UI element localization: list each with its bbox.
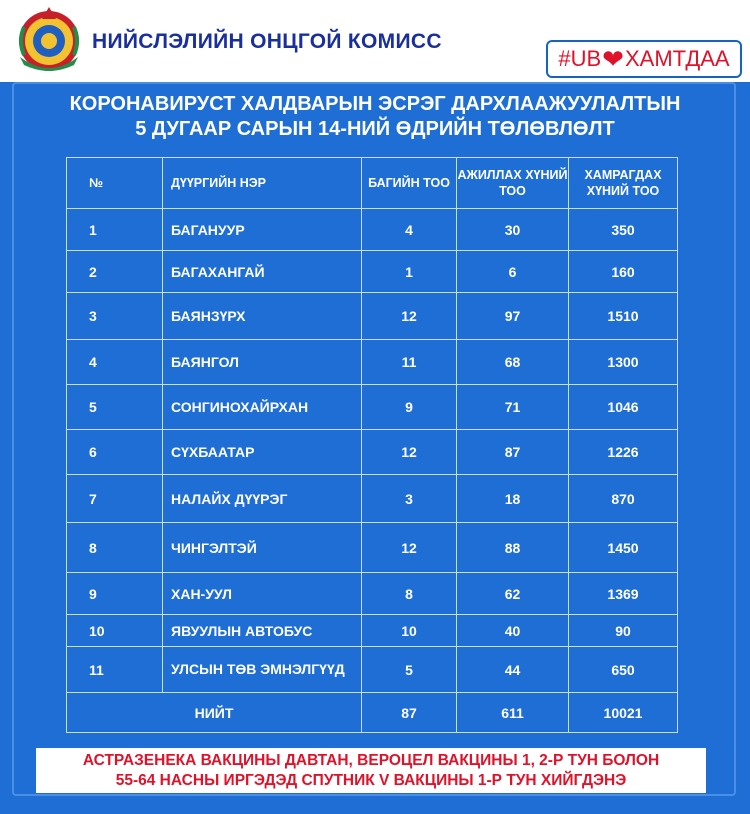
row-workers: 40 (457, 615, 569, 647)
row-teams: 1 (362, 251, 457, 293)
row-number: 7 (67, 475, 163, 523)
table-row (67, 523, 678, 573)
row-workers: 30 (457, 209, 569, 251)
badge-suffix: ХАМТДАА (624, 46, 730, 71)
row-district: СОНГИНОХАЙРХАН (163, 385, 362, 430)
table-row (67, 340, 678, 385)
note-line-1: АСТРАЗЕНЕКА ВАКЦИНЫ ДАВТАН, ВЕРОЦЕЛ ВАКЦИНЫ 1, 2-Р ТУН БОЛОН (82, 751, 660, 769)
row-teams: 4 (362, 209, 457, 251)
vaccine-note (36, 748, 706, 793)
row-number: 3 (67, 293, 163, 340)
row-covered: 1450 (569, 523, 678, 573)
heart-icon: ❤ (602, 44, 624, 74)
table-row (67, 573, 678, 615)
row-workers: 87 (457, 430, 569, 475)
total-workers: 611 (457, 693, 569, 733)
row-number: 10 (67, 615, 163, 647)
table-row (67, 647, 678, 693)
row-number: 2 (67, 251, 163, 293)
row-covered: 1300 (569, 340, 678, 385)
header (0, 0, 750, 80)
badge-prefix: #UB (558, 46, 602, 71)
row-number: 4 (67, 340, 163, 385)
row-teams: 10 (362, 615, 457, 647)
row-number: 8 (67, 523, 163, 573)
row-teams: 12 (362, 523, 457, 573)
row-teams: 8 (362, 573, 457, 615)
row-covered: 160 (569, 251, 678, 293)
table-row (67, 385, 678, 430)
row-teams: 11 (362, 340, 457, 385)
table-header-row (67, 158, 678, 209)
row-covered: 1046 (569, 385, 678, 430)
table-row (67, 209, 678, 251)
row-district: НАЛАЙХ ДҮҮРЭГ (163, 475, 362, 523)
total-covered: 10021 (569, 693, 678, 733)
row-teams: 3 (362, 475, 457, 523)
table-total-row (67, 693, 678, 733)
header-district: ДҮҮРГИЙН НЭР (163, 158, 362, 209)
page-title (0, 92, 750, 142)
state-emblem-icon (14, 5, 84, 75)
row-workers: 44 (457, 647, 569, 693)
row-number: 5 (67, 385, 163, 430)
row-district: ХАН-УУЛ (163, 573, 362, 615)
row-covered: 1369 (569, 573, 678, 615)
title-line-2: 5 ДУГААР САРЫН 14-НИЙ ӨДРИЙН ТӨЛӨВЛӨЛТ (135, 118, 615, 140)
row-covered: 870 (569, 475, 678, 523)
title-line-1: КОРОНАВИРУСТ ХАЛДВАРЫН ЭСРЭГ ДАРХЛААЖУУЛАЛТЫН (69, 93, 681, 115)
row-district: БАЯНЗҮРХ (163, 293, 362, 340)
row-district: ЯВУУЛЫН АВТОБУС (163, 615, 362, 647)
row-workers: 18 (457, 475, 569, 523)
row-number: 1 (67, 209, 163, 251)
row-teams: 12 (362, 293, 457, 340)
header-covered: ХАМРАГДАХ ХҮНИЙ ТОО (569, 158, 678, 209)
table-row (67, 251, 678, 293)
row-number: 9 (67, 573, 163, 615)
header-number: № (67, 158, 163, 209)
row-teams: 5 (362, 647, 457, 693)
row-number: 6 (67, 430, 163, 475)
row-workers: 88 (457, 523, 569, 573)
organization-title: НИЙСЛЭЛИЙН ОНЦГОЙ КОМИСС (92, 30, 442, 53)
row-workers: 97 (457, 293, 569, 340)
row-district: УЛСЫН ТӨВ ЭМНЭЛГҮҮД (163, 647, 362, 693)
row-covered: 1510 (569, 293, 678, 340)
row-district: ЧИНГЭЛТЭЙ (163, 523, 362, 573)
ub-hamtdaa-badge (546, 40, 742, 78)
row-workers: 68 (457, 340, 569, 385)
row-covered: 90 (569, 615, 678, 647)
total-teams: 87 (362, 693, 457, 733)
table-row (67, 475, 678, 523)
table-row (67, 615, 678, 647)
table-row (67, 293, 678, 340)
total-label: НИЙТ (67, 693, 362, 733)
row-number: 11 (67, 647, 163, 693)
table-row (67, 430, 678, 475)
header-teams: БАГИЙН ТОО (362, 158, 457, 209)
row-district: БАГАНУУР (163, 209, 362, 251)
row-district: СҮХБААТАР (163, 430, 362, 475)
row-teams: 12 (362, 430, 457, 475)
row-workers: 62 (457, 573, 569, 615)
row-covered: 350 (569, 209, 678, 251)
row-district: БАЯНГОЛ (163, 340, 362, 385)
vaccination-plan-table (66, 157, 678, 733)
header-workers: АЖИЛЛАХ ХҮНИЙ ТОО (457, 158, 569, 209)
row-workers: 6 (457, 251, 569, 293)
row-district: БАГАХАНГАЙ (163, 251, 362, 293)
row-workers: 71 (457, 385, 569, 430)
row-teams: 9 (362, 385, 457, 430)
note-line-2: 55-64 НАСНЫ ИРГЭДЭД СПУТНИК V ВАКЦИНЫ 1-Р ТУН ХИЙГДЭНЭ (115, 771, 627, 789)
row-covered: 1226 (569, 430, 678, 475)
row-covered: 650 (569, 647, 678, 693)
